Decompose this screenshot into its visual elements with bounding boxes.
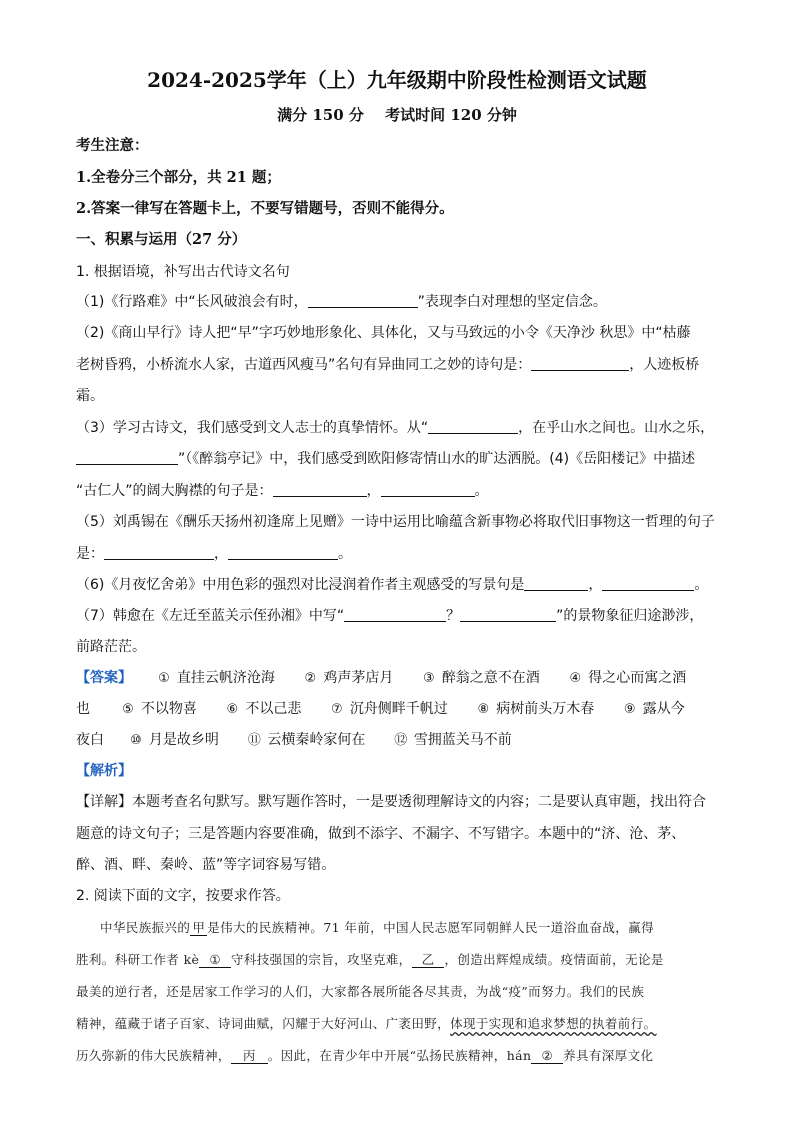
detail-label: 【详解】: [76, 794, 132, 810]
answer-blank: [524, 576, 588, 591]
answer-item: ⑤ 不以物喜: [122, 701, 197, 717]
answer-blank: [381, 482, 475, 497]
exam-info: [0, 104, 794, 125]
answer-item: ⑦ 沉舟侧畔千帆过: [330, 701, 448, 717]
notice-item-1: 1.全卷分三个部分，共 21 题；: [76, 169, 281, 186]
q1-part-2-line-1: （2)《商山早行》诗人把“早”字巧妙地形象化、具体化，又与马致远的小令《天净沙 秋思》中“枯藤: [76, 325, 691, 341]
q1-part-2-line-2: 老树昏鸦，小桥流水人家，古道西风瘦马”名句有异曲同工之妙的诗句是： ，人迹板桥: [76, 357, 700, 373]
q1-part-7-line-1: （7）韩愈在《左迁至蓝关示侄孙湘》中写“ ？ ”的景物象征归途渺涉，: [76, 608, 704, 624]
answer-item: ① 直挂云帆济沧海: [158, 670, 275, 686]
passage-line-5: 历久弥新的伟大民族精神， 丙 。因此，在青少年中开展“弘扬民族精神，hán ② 养具有深厚文化: [76, 1048, 654, 1063]
blank-yi: 乙: [412, 952, 445, 968]
total-score: 满分 150 分: [277, 106, 364, 124]
analysis-line-3: 醉、酒、畔、秦岭、蓝”等字词容易写错。: [76, 857, 336, 873]
answer-item: ⑩ 月是故乡明: [130, 732, 219, 748]
answer-item: ⑪ 云横秦岭家何在: [247, 732, 366, 748]
passage-line-4: 精神，蕴藏于诸子百家、诗词曲赋，闪耀于大好河山、广袤田野，体现于实现和追求梦想的执着前行。: [76, 1016, 657, 1031]
page-title: 2024-2025学年（上）九年级期中阶段性检测语文试题: [147, 68, 647, 92]
passage-line-3: 最美的逆行者，还是居家工作学习的人们，大家都各展所能各尽其责，为战“疫”而努力。我们的民族: [76, 984, 645, 999]
answer-blank: [76, 450, 178, 465]
section-heading: 一、积累与运用（27 分）: [76, 231, 247, 248]
q1-part-5-line-2: 是： ， 。: [76, 546, 352, 562]
answer-item: ⑥ 不以己悲: [226, 701, 302, 717]
analysis-line-1: 【详解】本题考查名句默写。默写题作答时，一是要透彻理解诗文的内容；二是要认真审题，找出符合: [76, 794, 706, 810]
answer-blank: [531, 356, 629, 371]
notice-heading: 考生注意：: [76, 137, 149, 154]
answer-blank: [428, 419, 518, 434]
answer-item: ② 鸡声茅店月: [304, 670, 394, 686]
blank-1: ①: [199, 952, 231, 968]
answer-blank: [104, 545, 214, 560]
answer-blank: [228, 545, 338, 560]
passage-line-2: 胜利。科研工作者 kè ① 守科技强国的宗旨，攻坚克难， 乙 ，创造出辉煌成绩。疫情面前，无论是: [76, 952, 664, 967]
answer-item: ③ 醉翁之意不在酒: [422, 670, 540, 686]
q1-part-1: （1)《行路难》中“长风破浪会有时， ”表现李白对理想的坚定信念。: [76, 294, 607, 310]
answer-item: ⑫ 雪拥蓝关马不前: [394, 732, 512, 748]
blank-2: ②: [531, 1048, 563, 1064]
blank-bing: 丙: [231, 1048, 268, 1064]
answer-line-3: 夜白 ⑩ 月是故乡明 ⑪ 云横秦岭家何在 ⑫ 雪拥蓝关马不前: [76, 732, 512, 748]
q1-part-7-line-2: 前路茫茫。: [76, 639, 146, 655]
analysis-line-2: 题意的诗文句子；三是答题内容要准确，做到不添字、不漏字、不写错字。本题中的“济、沧、茅、: [76, 826, 686, 842]
blank-jia: 甲: [192, 920, 206, 935]
answer-blank: [602, 576, 694, 591]
analysis-label: 【解析】: [76, 763, 132, 779]
q1-part-2-line-3: 霜。: [76, 388, 104, 404]
q1-part-3-line-1: （3）学习古诗文，我们感受到文人志士的真挚情怀。从“ ，在乎山水之间也。山水之乐，: [76, 420, 715, 436]
question-2-stem: 2. 阅读下面的文字，按要求作答。: [76, 888, 290, 904]
answer-blank: [344, 607, 446, 622]
answer-label: 【答案】: [76, 670, 132, 686]
exam-time: 考试时间 120 分钟: [385, 106, 517, 124]
question-1-stem: 1. 根据语境，补写出古代诗文名句: [76, 264, 290, 280]
q1-part-3-line-2: ”（《醉翁亭记》中，我们感受到欧阳修寄情山水的旷达洒脱。(4)《岳阳楼记》中描述: [76, 449, 736, 469]
answer-line-2: 也 ⑤ 不以物喜 ⑥ 不以己悲 ⑦ 沉舟侧畔千帆过 ⑧ 病树前头万木春 ⑨ 露从今: [76, 701, 685, 717]
q1-part-4: “古仁人”的阔大胸襟的句子是： ， 。: [76, 483, 489, 499]
q1-part-5-line-1: （5）刘禹锡在《酬乐天扬州初逢席上见赠》一诗中运用比喻蕴含新事物必将取代旧事物这一哲理的句子: [76, 514, 715, 530]
q1-part-6: （6)《月夜忆舍弟》中用色彩的强烈对比浸润着作者主观感受的写景句是 ， 。: [76, 577, 709, 593]
answer-item: ④ 得之心而寓之酒: [569, 670, 687, 686]
notice-item-2: 2.答案一律写在答题卡上，不要写错题号，否则不能得分。: [76, 200, 454, 217]
answer-item: ⑧ 病树前头万木春: [477, 701, 595, 717]
passage-line-1: 中华民族振兴的 甲 是伟大的民族精神。71 年前，中国人民志愿军同朝鲜人民一道浴血奋战，赢得: [100, 920, 654, 935]
wavy-underlined-sentence: 体现于实现和追求梦想的执着前行。: [450, 1016, 657, 1031]
answer-blank: [460, 607, 556, 622]
answer-blank: [273, 482, 367, 497]
answer-line-1: [76, 668, 736, 689]
answer-item: ⑨ 露从今: [623, 701, 685, 717]
answer-blank: [308, 293, 418, 308]
